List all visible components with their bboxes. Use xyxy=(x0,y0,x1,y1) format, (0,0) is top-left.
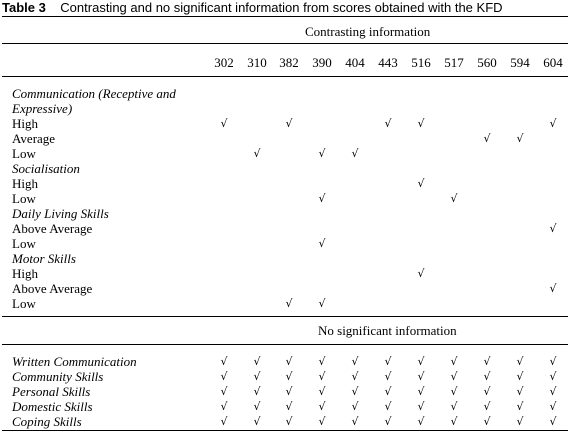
check-mark-604: √ xyxy=(549,370,557,383)
column-header-390: 390 xyxy=(312,55,332,70)
check-mark-382: √ xyxy=(285,385,293,398)
row-label: Low xyxy=(12,146,36,161)
check-mark-594: √ xyxy=(516,132,524,145)
check-mark-390: √ xyxy=(318,370,326,383)
check-mark-594: √ xyxy=(516,370,524,383)
check-mark-604: √ xyxy=(549,282,557,295)
row-label: Socialisation xyxy=(12,161,80,176)
check-mark-560: √ xyxy=(483,385,491,398)
table-caption-label: Table 3 xyxy=(2,0,46,15)
check-mark-310: √ xyxy=(253,415,261,428)
column-header-302: 302 xyxy=(214,55,234,70)
check-mark-594: √ xyxy=(516,385,524,398)
check-mark-382: √ xyxy=(285,370,293,383)
row-label: Low xyxy=(12,236,36,251)
check-mark-517: √ xyxy=(450,400,458,413)
check-mark-604: √ xyxy=(549,415,557,428)
check-mark-404: √ xyxy=(351,147,359,160)
check-mark-517: √ xyxy=(450,385,458,398)
check-mark-382: √ xyxy=(285,355,293,368)
row-label: Coping Skills xyxy=(12,414,82,429)
check-mark-382: √ xyxy=(285,415,293,428)
check-mark-604: √ xyxy=(549,400,557,413)
check-mark-390: √ xyxy=(318,192,326,205)
check-mark-302: √ xyxy=(220,355,228,368)
table-caption xyxy=(2,0,503,15)
check-mark-310: √ xyxy=(253,355,261,368)
check-mark-404: √ xyxy=(351,355,359,368)
table-caption-text: Contrasting and no significant information from scores obtained with the KFD xyxy=(60,0,503,15)
column-header-517: 517 xyxy=(444,55,464,70)
check-mark-302: √ xyxy=(220,415,228,428)
check-mark-516: √ xyxy=(417,117,425,130)
contrasting-header: Contrasting information xyxy=(305,24,431,39)
check-mark-443: √ xyxy=(384,415,392,428)
column-rule xyxy=(2,76,568,77)
column-header-404: 404 xyxy=(345,55,365,70)
check-mark-382: √ xyxy=(285,400,293,413)
column-header-382: 382 xyxy=(279,55,299,70)
check-mark-604: √ xyxy=(549,355,557,368)
check-mark-404: √ xyxy=(351,370,359,383)
check-mark-390: √ xyxy=(318,237,326,250)
check-mark-517: √ xyxy=(450,415,458,428)
row-label: High xyxy=(12,266,38,281)
check-mark-310: √ xyxy=(253,400,261,413)
row-label: Communication (Receptive and xyxy=(12,86,176,101)
check-mark-516: √ xyxy=(417,177,425,190)
check-mark-516: √ xyxy=(417,385,425,398)
check-mark-390: √ xyxy=(318,385,326,398)
check-mark-516: √ xyxy=(417,400,425,413)
row-label: Average xyxy=(12,131,56,146)
check-mark-594: √ xyxy=(516,415,524,428)
check-mark-404: √ xyxy=(351,385,359,398)
check-mark-390: √ xyxy=(318,297,326,310)
bottom-rule xyxy=(2,430,568,431)
top-rule xyxy=(2,16,568,17)
column-header-604: 604 xyxy=(543,55,563,70)
row-label: Above Average xyxy=(12,281,93,296)
row-label: Expressive) xyxy=(12,101,73,116)
check-mark-517: √ xyxy=(450,370,458,383)
check-mark-302: √ xyxy=(220,117,228,130)
check-mark-302: √ xyxy=(220,370,228,383)
row-label: Motor Skills xyxy=(12,251,76,266)
check-mark-604: √ xyxy=(549,222,557,235)
header-rule xyxy=(2,43,568,44)
check-mark-390: √ xyxy=(318,147,326,160)
check-mark-516: √ xyxy=(417,415,425,428)
row-label: Written Communication xyxy=(12,354,137,369)
column-header-516: 516 xyxy=(411,55,431,70)
check-mark-560: √ xyxy=(483,132,491,145)
check-mark-560: √ xyxy=(483,400,491,413)
check-mark-443: √ xyxy=(384,385,392,398)
row-label: Low xyxy=(12,296,36,311)
section-rule-bottom xyxy=(2,344,568,345)
column-header-594: 594 xyxy=(510,55,530,70)
check-mark-517: √ xyxy=(450,355,458,368)
section-rule-top xyxy=(2,316,568,317)
check-mark-443: √ xyxy=(384,117,392,130)
column-header-443: 443 xyxy=(378,55,398,70)
check-mark-594: √ xyxy=(516,400,524,413)
row-label: Personal Skills xyxy=(12,384,91,399)
check-mark-560: √ xyxy=(483,370,491,383)
check-mark-604: √ xyxy=(549,117,557,130)
check-mark-310: √ xyxy=(253,147,261,160)
check-mark-604: √ xyxy=(549,385,557,398)
check-mark-382: √ xyxy=(285,117,293,130)
check-mark-443: √ xyxy=(384,400,392,413)
check-mark-560: √ xyxy=(483,415,491,428)
check-mark-302: √ xyxy=(220,385,228,398)
check-mark-310: √ xyxy=(253,370,261,383)
check-mark-390: √ xyxy=(318,400,326,413)
no-significant-header: No significant information xyxy=(318,323,457,338)
row-label: Daily Living Skills xyxy=(12,206,109,221)
row-label: Low xyxy=(12,191,36,206)
check-mark-443: √ xyxy=(384,370,392,383)
check-mark-560: √ xyxy=(483,355,491,368)
check-mark-404: √ xyxy=(351,415,359,428)
check-mark-390: √ xyxy=(318,355,326,368)
check-mark-390: √ xyxy=(318,415,326,428)
check-mark-516: √ xyxy=(417,267,425,280)
check-mark-310: √ xyxy=(253,385,261,398)
column-header-560: 560 xyxy=(477,55,497,70)
row-label: High xyxy=(12,176,38,191)
row-label: Above Average xyxy=(12,221,93,236)
check-mark-516: √ xyxy=(417,355,425,368)
check-mark-404: √ xyxy=(351,400,359,413)
check-mark-516: √ xyxy=(417,370,425,383)
check-mark-594: √ xyxy=(516,355,524,368)
check-mark-382: √ xyxy=(285,297,293,310)
row-label: Domestic Skills xyxy=(12,399,93,414)
row-label: High xyxy=(12,116,38,131)
check-mark-517: √ xyxy=(450,192,458,205)
row-label: Community Skills xyxy=(12,369,104,384)
column-header-310: 310 xyxy=(247,55,267,70)
check-mark-443: √ xyxy=(384,355,392,368)
check-mark-302: √ xyxy=(220,400,228,413)
